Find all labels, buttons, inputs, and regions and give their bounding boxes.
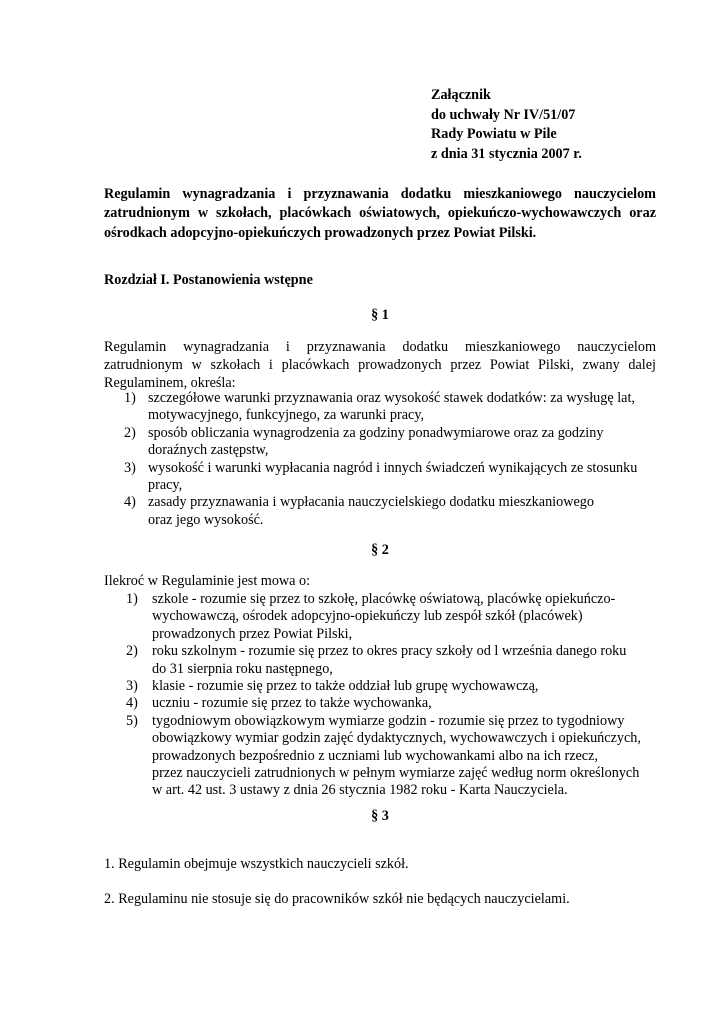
- list-item: [104, 390, 656, 425]
- list-line: wysokość i warunki wypłacania nagród i innych świadczeń wynikających ze stosunku: [148, 459, 638, 476]
- list-number: 2): [124, 424, 136, 441]
- section-intro: Regulamin wynagradzania i przyznawania dodatku mieszkaniowego nauczycielom zatrudnionym w szkołach i placówkach prowadzonych przez Powiat Pilski, zwany dalej Regulaminem, określa:: [104, 339, 656, 391]
- list-line: uczniu - rozumie się przez to także wychowanka,: [152, 695, 432, 712]
- list-item: [104, 643, 656, 678]
- list-item: [104, 460, 656, 495]
- list-number: 1): [126, 591, 138, 607]
- annex-line: do uchwały Nr IV/51/07: [431, 106, 576, 123]
- list-item: [104, 591, 656, 643]
- chapter-heading: Rozdział I. Postanowienia wstępne: [104, 272, 313, 288]
- section-heading: § 3: [371, 808, 389, 824]
- list-line: do 31 sierpnia roku następnego,: [152, 660, 333, 677]
- list-number: 4): [124, 494, 136, 511]
- list-line: obowiązkowy wymiar godzin zajęć dydaktycznych, wychowawczych i opiekuńczych,: [152, 730, 641, 747]
- list-number: 2): [126, 643, 138, 660]
- section1-list: [104, 390, 656, 529]
- list-number: 4): [126, 695, 138, 712]
- section-heading: § 1: [371, 307, 389, 323]
- list-number: 1): [124, 390, 136, 406]
- section3-point: 2. Regulaminu nie stosuje się do pracowników szkół nie będących nauczycielami.: [104, 891, 570, 907]
- list-item: [104, 494, 656, 529]
- section2-list: [104, 591, 656, 800]
- annex-header: [431, 86, 582, 164]
- list-line: wychowawczą, ośrodek adopcyjno-opiekuńczy lub zespół szkół (placówek): [152, 608, 583, 625]
- list-number: 5): [126, 712, 138, 729]
- list-item: [104, 713, 656, 800]
- list-line: pracy,: [148, 477, 183, 494]
- list-line: przez nauczycieli zatrudnionych w pełnym wymiarze zajęć według norm określonych: [152, 765, 640, 782]
- document-title: Regulamin wynagradzania i przyznawania dodatku mieszkaniowego nauczycielom zatrudnionym w szkołach, placówkach oświatowych, opiekuńczo-wychowawczych oraz ośrodkach adopcyjno-opiekuńczych prowadzonych przez Powiat Pilski.: [104, 186, 656, 241]
- list-item: [104, 695, 656, 712]
- list-line: prowadzonych przez Powiat Pilski,: [152, 625, 353, 642]
- list-line: roku szkolnym - rozumie się przez to okres pracy szkoły od l września danego roku: [152, 643, 627, 660]
- annex-line: z dnia 31 stycznia 2007 r.: [431, 145, 582, 162]
- list-item: [104, 425, 656, 460]
- annex-line: Rady Powiatu w Pile: [431, 126, 557, 142]
- list-line: zasady przyznawania i wypłacania nauczycielskiego dodatku mieszkaniowego: [148, 494, 594, 511]
- list-line: sposób obliczania wynagrodzenia za godziny ponadwymiarowe oraz za godziny: [148, 424, 604, 441]
- list-line: doraźnych zastępstw,: [148, 442, 269, 459]
- annex-line: Załącznik: [431, 87, 491, 103]
- list-line: szczegółowe warunki przyznawania oraz wysokość stawek dodatków: za wysługę lat,: [148, 390, 635, 406]
- section3-point: 1. Regulamin obejmuje wszystkich nauczycieli szkół.: [104, 856, 409, 872]
- list-line: w art. 42 ust. 3 ustawy z dnia 26 stycznia 1982 roku - Karta Nauczyciela.: [152, 782, 568, 799]
- list-line: szkole - rozumie się przez to szkołę, placówkę oświatową, placówkę opiekuńczo-: [152, 591, 616, 607]
- list-number: 3): [124, 459, 136, 476]
- list-line: klasie - rozumie się przez to także oddział lub grupę wychowawczą,: [152, 678, 539, 695]
- list-line: motywacyjnego, funkcyjnego, za warunki pracy,: [148, 407, 425, 424]
- section-lead: Ilekroć w Regulaminie jest mowa o:: [104, 573, 311, 589]
- list-item: [104, 678, 656, 695]
- list-line: tygodniowym obowiązkowym wymiarze godzin - rozumie się przez to tygodniowy: [152, 712, 625, 729]
- list-number: 3): [126, 678, 138, 695]
- section-heading: § 2: [371, 542, 389, 558]
- list-line: prowadzonych bezpośrednio z uczniami lub wychowankami albo na ich rzecz,: [152, 747, 598, 764]
- list-line: oraz jego wysokość.: [148, 511, 264, 528]
